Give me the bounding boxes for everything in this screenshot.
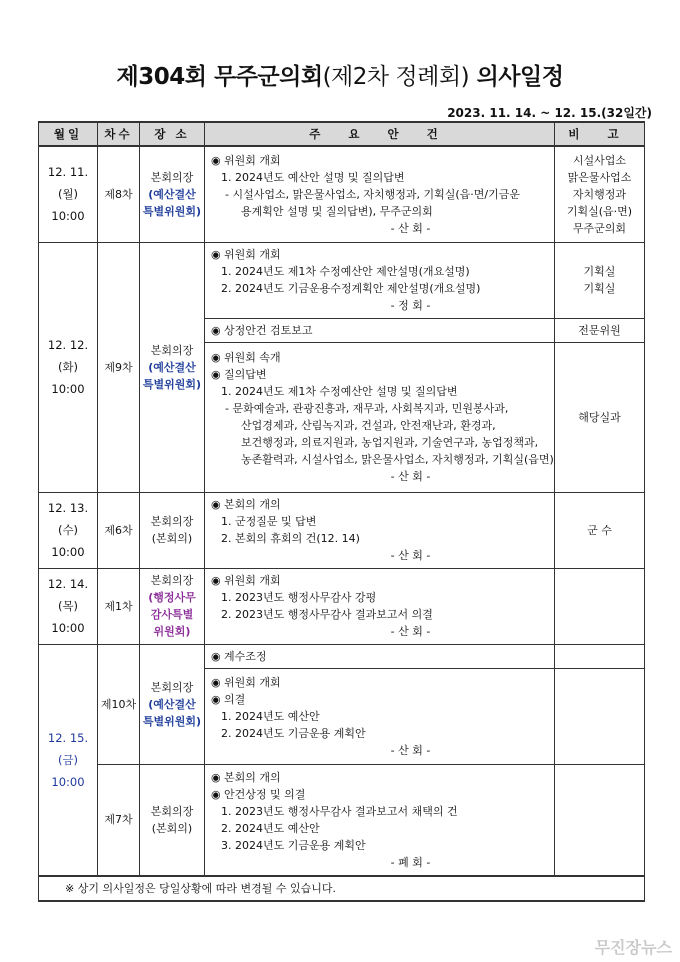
- bullet-icon: ◉: [211, 787, 221, 801]
- adjourn-text: - 산 회 -: [390, 549, 431, 562]
- adjourn-text: - 정 회 -: [390, 299, 431, 312]
- agenda-item: ◉ 상정안건 검토보고: [211, 323, 313, 337]
- date-text: 12. 12.: [47, 338, 89, 352]
- place-text: 본회의장: [150, 804, 194, 818]
- agenda-item: ◉ 위원회 개회: [211, 675, 281, 689]
- agenda-item: 1. 2024년도 예산안 설명 및 질의답변: [221, 170, 405, 184]
- agenda-cell: [205, 342, 555, 492]
- date-text: 12. 11.: [47, 165, 89, 180]
- agenda-item: 농존활력과, 시설사업소, 맑은물사업소, 자치행정과, 기획실(읍면): [241, 453, 554, 466]
- place-text: 본회의장: [150, 680, 194, 694]
- table-row: [39, 146, 645, 242]
- adjourn-text: - 산 회 -: [390, 221, 431, 235]
- date-cell: [39, 146, 98, 242]
- note-cell: [555, 764, 645, 876]
- place-text: (본회의): [151, 532, 193, 545]
- agenda-item: 3. 2024년도 기금운용 계획안: [221, 838, 366, 852]
- footer-note: ※ 상기 의사일정은 당일상황에 따라 변경될 수 있습니다.: [39, 876, 645, 901]
- agenda-item: 2. 2024년도 예산안: [221, 821, 320, 835]
- date-text: 12. 13.: [47, 501, 89, 515]
- agenda-item: 보건행정과, 의료지원과, 농업지원과, 기술연구과, 농업정책과,: [241, 436, 539, 449]
- adjourn-text: - 산 회 -: [390, 470, 431, 483]
- schedule-period: 2023. 11. 14. ~ 12. 15.(32일간): [447, 106, 652, 120]
- agenda-item: 용계획안 설명 및 질의답변), 무주군의회: [241, 204, 433, 218]
- place-text: (본회의): [151, 821, 193, 835]
- committee-text: (예산결산: [148, 360, 196, 374]
- date-cell: [39, 568, 98, 644]
- header-agenda: 주 요 안 건: [205, 122, 555, 146]
- agenda-item: 1. 2024년도 예산안: [221, 709, 320, 723]
- agenda-cell: [205, 492, 555, 568]
- agenda-item: ◉ 질의답변: [211, 368, 267, 381]
- date-text: 12. 14.: [47, 577, 89, 591]
- time-text: 10:00: [51, 209, 85, 224]
- place-text: 본회의장: [150, 574, 194, 587]
- place-cell: [140, 146, 205, 242]
- place-text: 본회의장: [150, 343, 194, 357]
- date-cell: [39, 492, 98, 568]
- weekday-text: (화): [57, 360, 79, 374]
- adjourn-text: - 폐 회 -: [390, 855, 431, 869]
- agenda-item: 2. 2024년도 기금운용수정계획안 제안설명(개요설명): [221, 282, 481, 295]
- agenda-cell: [205, 568, 555, 644]
- session-cell: 제10차: [98, 644, 140, 764]
- agenda-item: ◉ 위원회 개회: [211, 153, 281, 167]
- date-cell: [39, 242, 98, 492]
- time-text: 10:00: [51, 382, 85, 396]
- watermark-logo: 무진장뉴스: [594, 938, 672, 957]
- place-text: 본회의장: [150, 515, 194, 528]
- note-text: 맑은물사업소: [567, 170, 632, 184]
- weekday-text: (월): [57, 187, 79, 202]
- agenda-cell: [205, 644, 555, 668]
- committee-text: 위원회): [153, 625, 191, 638]
- header-session: 차수: [98, 122, 140, 146]
- table-row: [39, 492, 645, 568]
- agenda-item: ◉ 안건상정 및 의결: [211, 787, 306, 801]
- place-cell: [140, 492, 205, 568]
- session-cell: 제9차: [98, 242, 140, 492]
- agenda-item: ◉ 의결: [211, 692, 246, 706]
- agenda-item: 1. 2024년도 제1차 수정예산안 제안설명(개요설명): [221, 265, 470, 278]
- note-cell: 군 수: [555, 492, 645, 568]
- agenda-cell: [205, 146, 555, 242]
- table-row: [39, 764, 645, 876]
- note-cell: [555, 242, 645, 318]
- agenda-item: ◉ 계수조정: [211, 649, 267, 663]
- place-text: 본회의장: [150, 170, 194, 184]
- place-cell: [140, 764, 205, 876]
- agenda-item: ◉ 본회의 개의: [211, 498, 281, 511]
- agenda-item: 1. 2023년도 행정사무감사 결과보고서 채택의 건: [221, 804, 458, 818]
- agenda-item: - 시설사업소, 맑은물사업소, 자치행정과, 기획실(읍·면/기금운: [225, 187, 520, 201]
- session-cell: 제7차: [98, 764, 140, 876]
- agenda-item: - 문화예술과, 관광진흥과, 재무과, 사회복지과, 민원봉사과,: [225, 402, 509, 415]
- header-note: 비 고: [555, 122, 645, 146]
- bullet-icon: ◉: [211, 649, 221, 663]
- note-text: 자치행정과: [572, 187, 627, 201]
- agenda-item: ◉ 위원회 속개: [211, 351, 281, 364]
- committee-text: 감사특별: [150, 608, 194, 621]
- agenda-item: 2. 2023년도 행정사무감사 결과보고서 의결: [221, 608, 433, 621]
- session-cell: 제6차: [98, 492, 140, 568]
- agenda-item: ◉ 위원회 개회: [211, 248, 281, 261]
- adjourn-text: - 산 회 -: [390, 743, 431, 757]
- agenda-cell: [205, 764, 555, 876]
- agenda-item: 2. 2024년도 기금운용 계획안: [221, 726, 366, 740]
- date-cell: [39, 644, 98, 876]
- note-cell: 전문위원: [555, 318, 645, 342]
- bullet-icon: ◉: [211, 692, 221, 706]
- note-text: 기획실: [583, 282, 616, 295]
- committee-text: 특별위원회): [142, 377, 202, 391]
- agenda-cell: [205, 668, 555, 764]
- header-date: 월일: [39, 122, 98, 146]
- bullet-icon: ◉: [211, 675, 221, 689]
- footer-row: [39, 876, 645, 901]
- page-title: 제304회 무주군의회(제2차 정례회) 의사일정: [116, 64, 564, 90]
- note-cell: [555, 146, 645, 242]
- place-cell: [140, 644, 205, 764]
- table-header-row: [39, 122, 645, 146]
- agenda-item: ◉ 본회의 개의: [211, 770, 281, 784]
- weekday-text: (금): [57, 752, 79, 767]
- note-text: 무주군의회: [572, 221, 627, 235]
- agenda-item: 1. 2024년도 제1차 수정예산안 설명 및 질의답변: [221, 385, 458, 398]
- agenda-item: 1. 2023년도 행정사무감사 강평: [221, 591, 377, 604]
- agenda-item: 산업경제과, 산림녹지과, 건설과, 안전재난과, 환경과,: [241, 419, 496, 432]
- table-row: [39, 568, 645, 644]
- weekday-text: (수): [57, 523, 79, 537]
- date-text: 12. 15.: [47, 730, 89, 745]
- committee-text: (행정사무: [148, 591, 196, 604]
- committee-text: (예산결산: [148, 697, 196, 711]
- header-place: 장 소: [140, 122, 205, 146]
- committee-text: 특별위원회): [142, 714, 202, 728]
- agenda-item: 1. 군정질문 및 답변: [221, 515, 317, 528]
- agenda-cell: [205, 242, 555, 318]
- bullet-icon: ◉: [211, 368, 221, 381]
- weekday-text: (목): [57, 599, 79, 613]
- agenda-item: 2. 본회의 휴회의 건(12. 14): [221, 532, 360, 545]
- bullet-icon: ◉: [211, 323, 221, 337]
- table-row: [39, 644, 645, 668]
- bullet-icon: ◉: [211, 574, 221, 587]
- agenda-cell: [205, 318, 555, 342]
- note-text: 기획실(읍·면): [566, 204, 633, 218]
- place-cell: [140, 568, 205, 644]
- place-cell: [140, 242, 205, 492]
- bullet-icon: ◉: [211, 498, 221, 511]
- adjourn-text: - 산 회 -: [390, 625, 431, 638]
- committee-text: 특별위원회): [142, 204, 202, 218]
- session-cell: 제8차: [98, 146, 140, 242]
- session-cell: 제1차: [98, 568, 140, 644]
- note-cell: 해당실과: [555, 342, 645, 492]
- bullet-icon: ◉: [211, 770, 221, 784]
- table-row: [39, 242, 645, 318]
- note-cell: [555, 568, 645, 644]
- note-cell: [555, 668, 645, 764]
- note-text: 기획실: [583, 265, 616, 278]
- schedule-table: [38, 121, 645, 902]
- note-cell: [555, 644, 645, 668]
- committee-text: (예산결산: [148, 187, 196, 201]
- agenda-item: ◉ 위원회 개회: [211, 574, 281, 587]
- time-text: 10:00: [51, 621, 85, 635]
- bullet-icon: ◉: [211, 153, 221, 167]
- note-text: 시설사업소: [572, 153, 627, 167]
- time-text: 10:00: [51, 545, 85, 559]
- bullet-icon: ◉: [211, 248, 221, 261]
- time-text: 10:00: [51, 774, 85, 789]
- bullet-icon: ◉: [211, 351, 221, 364]
